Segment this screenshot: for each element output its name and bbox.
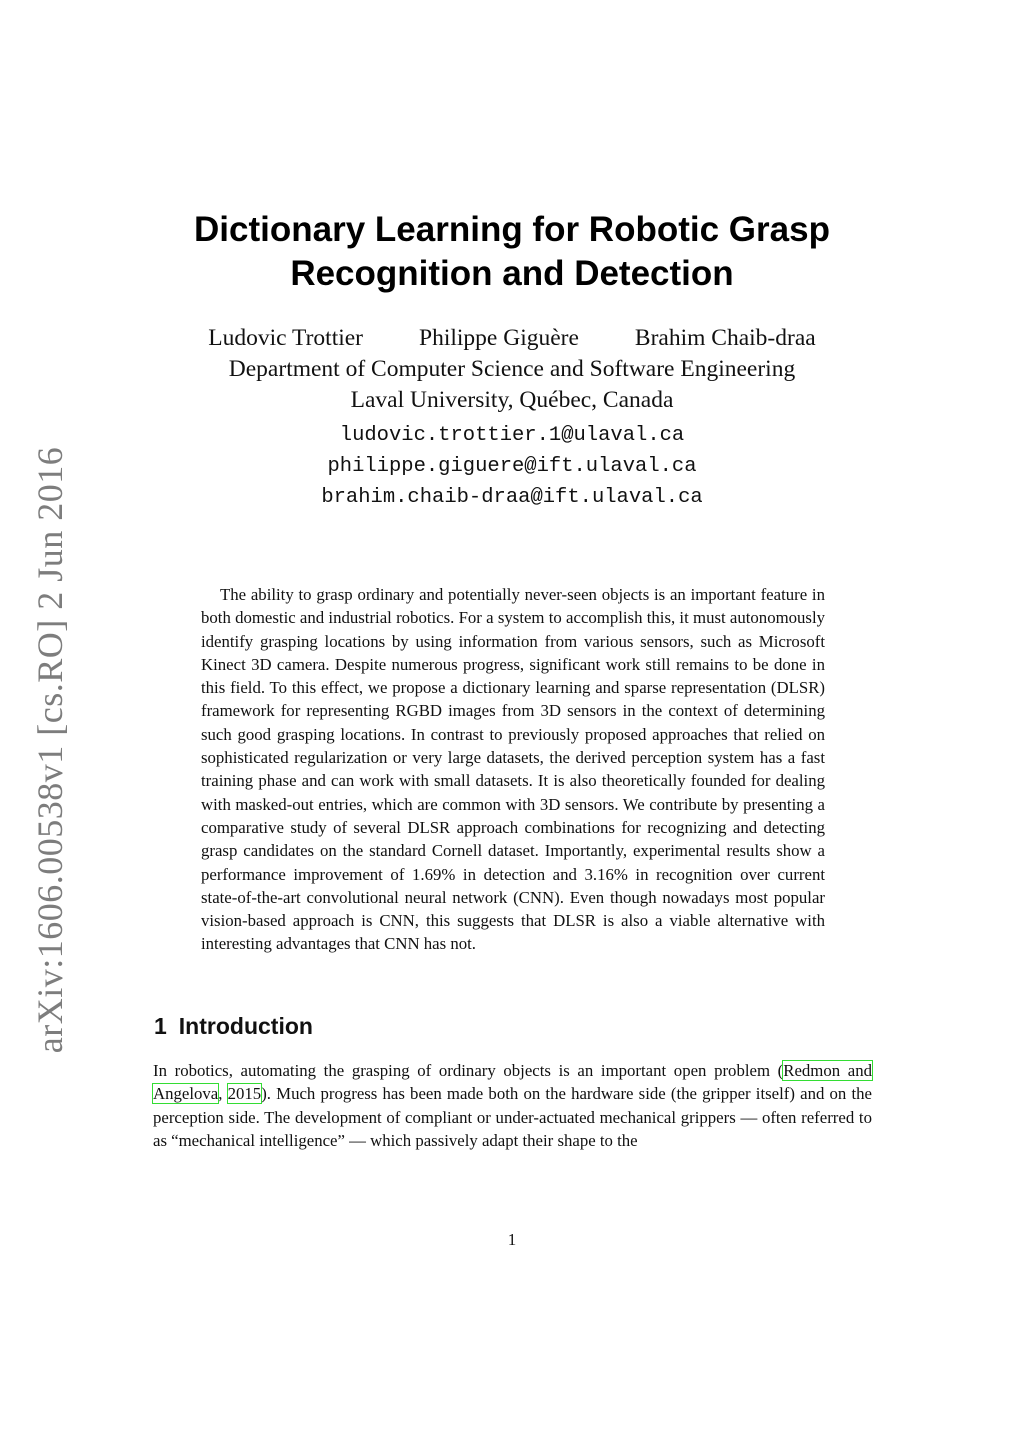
section-heading-introduction: [154, 1011, 313, 1041]
author-emails: [150, 420, 874, 513]
page-number: 1: [507, 1230, 517, 1249]
author-names: [150, 323, 874, 354]
author-name: Philippe Giguère: [419, 325, 579, 351]
introduction-paragraph: [153, 1059, 872, 1152]
citation-link-year[interactable]: 2015: [227, 1084, 262, 1104]
author-email: philippe.giguere@ift.ulaval.ca: [327, 455, 697, 478]
intro-text-rest: ). Much progress has been made both on the hardware side (the gripper itself) and on the perception side. The development of compliant or under-actuated mechanical grippers — often referred to as “mechanical intelligence” — which passively adapt their shape to the: [153, 1084, 872, 1150]
section-number: 1: [154, 1013, 167, 1039]
citation-separator: ,: [218, 1084, 228, 1104]
title-line-1: Dictionary Learning for Robotic Grasp: [194, 210, 830, 249]
abstract-paragraph: The ability to grasp ordinary and potentially never-seen objects is an important feature in both domestic and industrial robotics. For a system to accomplish this, it must autonomously identify grasping locations by using information from various sensors, such as Microsoft Kinect 3D camera. Despite numerous progress, significant work still remains to be done in this field. To this effect, we propose a dictionary learning and sparse representation (DLSR) framework for representing RGBD images from 3D sensors in the context of determining such good grasping locations. In contrast to previously proposed approaches that relied on sophisticated regularization or very large datasets, the derived perception system has a fast training phase and can work with small datasets. It is also theoretically founded for dealing with masked-out entries, which are common with 3D sensors. We contribute by presenting a comparative study of several DLSR approach combinations for recognizing and detecting grasp candidates on the standard Cornell dataset. Importantly, experimental results show a performance improvement of 1.69% in detection and 3.16% in recognition over current state-of-the-art convolutional neural network (CNN). Even though nowadays most popular vision-based approach is CNN, this suggests that DLSR is also a viable alternative with interesting advantages that CNN has not.: [201, 585, 825, 954]
department: Department of Computer Science and Software Engineering: [228, 356, 796, 382]
section-title: Introduction: [178, 1013, 313, 1039]
author-email: ludovic.trottier.1@ulaval.ca: [339, 424, 685, 447]
title-line-2: Recognition and Detection: [290, 254, 734, 293]
author-email: brahim.chaib-draa@ift.ulaval.ca: [321, 486, 703, 509]
university: Laval University, Québec, Canada: [350, 387, 674, 413]
citation-link-author[interactable]: Redmon and Angelova: [153, 1061, 872, 1104]
author-block: [150, 323, 874, 416]
paper-title: [150, 208, 874, 296]
author-name: Ludovic Trottier: [208, 325, 364, 351]
intro-text-start: In robotics, automating the grasping of ordinary objects is an important open problem (: [153, 1061, 784, 1080]
arxiv-identifier-stamp: arXiv:1606.00538v1 [cs.RO] 2 Jun 2016: [30, 446, 70, 1054]
author-name: Brahim Chaib-draa: [634, 325, 816, 351]
